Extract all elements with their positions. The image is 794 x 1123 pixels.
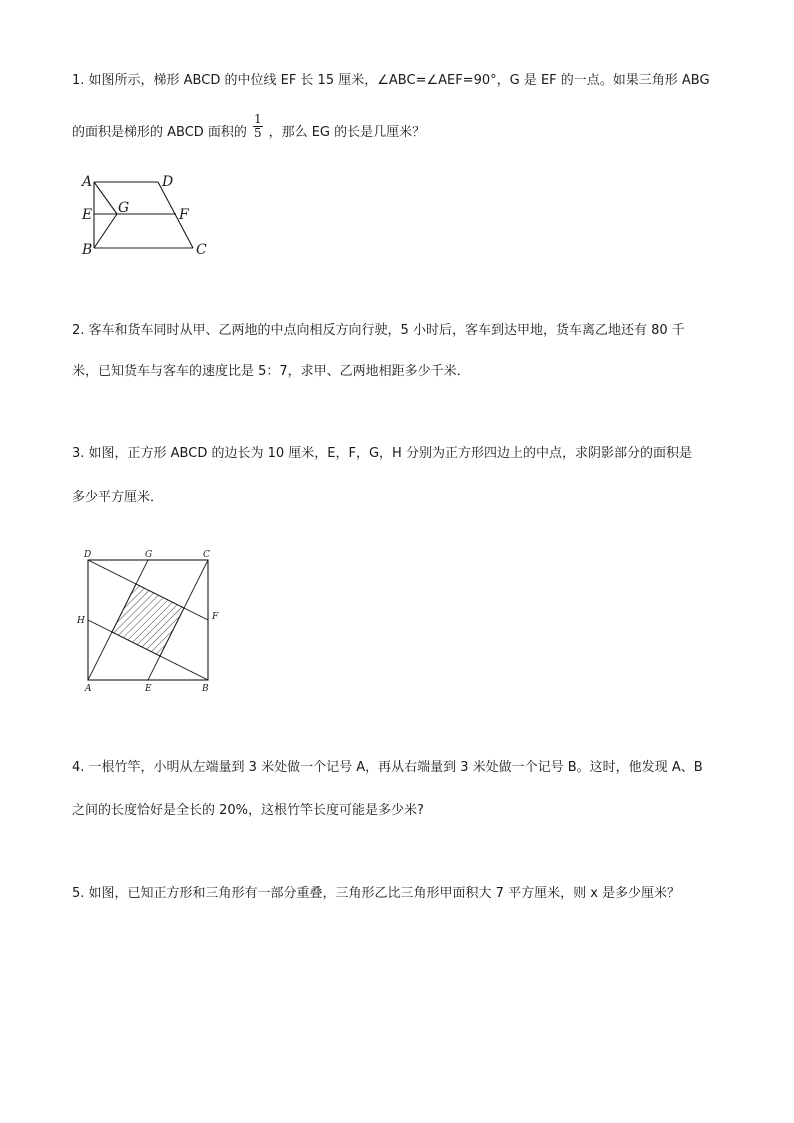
label-d: D — [162, 174, 174, 190]
label-g: G — [145, 550, 153, 560]
problem-2-line-2: 米，已知货车与客车的速度比是 5：7，求甲、乙两地相距多少千米． — [72, 364, 470, 379]
shaded-region — [112, 584, 184, 656]
label-f: F — [212, 612, 219, 622]
label-d: D — [84, 550, 92, 560]
segment-bg — [94, 214, 117, 248]
label-g: G — [118, 200, 130, 216]
problem-5-line-1: 5. 如图，已知正方形和三角形有一部分重叠，三角形乙比三角形甲面积大 7 平方厘米，则 x 是多少厘米？ — [72, 886, 681, 901]
label-a: A — [82, 174, 93, 190]
trapezoid-figure — [80, 170, 220, 260]
label-e: E — [82, 207, 93, 223]
label-a: A — [85, 684, 92, 694]
label-e: E — [145, 684, 152, 694]
problem-1-line-2 — [72, 112, 426, 146]
square-figure — [76, 550, 226, 695]
problem-1-text-after-fraction: ，那么 EG 的长是几厘米？ — [268, 125, 426, 140]
fraction-one-fifth — [253, 113, 263, 140]
label-f: F — [179, 207, 189, 223]
problem-3-line-2: 多少平方厘米． — [72, 490, 164, 505]
fraction-denominator: 5 — [253, 126, 262, 140]
label-b: B — [202, 684, 209, 694]
label-c: C — [196, 242, 207, 258]
problem-2-line-1: 2. 客车和货车同时从甲、乙两地的中点向相反方向行驶，5 小时后，客车到达甲地，货车离乙地还有 80 千 — [72, 323, 685, 338]
problem-3-line-1: 3. 如图，正方形 ABCD 的边长为 10 厘米，E，F，G，H 分别为正方形四边上的中点，求阴影部分的面积是 — [72, 446, 692, 461]
label-c: C — [203, 550, 210, 560]
problem-4-line-1: 4. 一根竹竿，小明从左端量到 3 米处做一个记号 A，再从右端量到 3 米处做一个记号 B。这时，他发现 A、B — [72, 760, 703, 775]
problem-1-text-before-fraction: 的面积是梯形的 ABCD 面积的 — [72, 125, 247, 140]
problem-1-line-1: 1. 如图所示，梯形 ABCD 的中位线 EF 长 15 厘米，∠ABC=∠AEF=90°，G 是 EF 的一点。如果三角形 ABG — [72, 73, 710, 88]
problem-4-line-2: 之间的长度恰好是全长的 20%，这根竹竿长度可能是多少米? — [72, 803, 424, 818]
label-b: B — [82, 242, 93, 258]
fraction-numerator: 1 — [253, 112, 262, 126]
segment-ag — [94, 182, 117, 214]
label-h: H — [77, 616, 85, 626]
